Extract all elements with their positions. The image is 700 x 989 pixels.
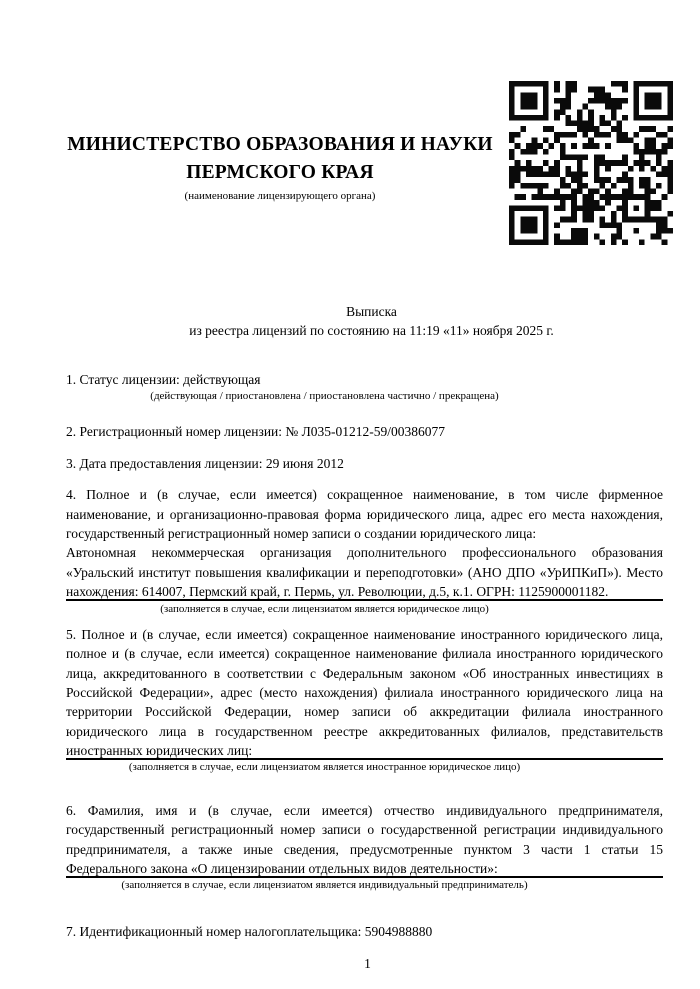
item-4-value: Автономная некоммерческая организация дополнительного профессионального образования «Уральский институт повышения квалификации и переподготовки» (АНО ДПО «УрИПКиП»). Место нахождения: 614007, Пермский край, г. Пермь, ул. Революции, д.5, к.1. ОГРН: 1125900001182. <box>66 545 663 599</box>
document-title <box>66 302 663 341</box>
item-6-individual-entrepreneur <box>66 801 663 878</box>
document-body <box>66 0 663 974</box>
ministry-name-caption: (наименование лицензирующего органа) <box>184 190 376 202</box>
item-4-caption: (заполняется в случае, если лицензиатом является юридическое лицо) <box>160 602 489 615</box>
item-3-grant-date: 3. Дата предоставления лицензии: 29 июня 2012 <box>66 456 344 472</box>
item-5-label: 5. Полное и (в случае, если имеется) сокращенное наименование иностранного юридического лица, полное и (в случае, если имеется) сокращенное наименование филиала иностранного юридического лица, аккредитованного в соответствии с Федеральным законом «Об иностранных инвестициях в Российской Федерации», адрес (место нахождения) филиала иностранного юридического лица на территории Российской Федерации, номер записи об аккредитации филиала иностранного юридического лица в государственном реестре аккредитованных филиалов, представительств иностранных юридических лиц: <box>66 627 663 758</box>
page-number: 1 <box>364 956 371 972</box>
item-6-caption: (заполняется в случае, если лицензиатом является индивидуальный предприниматель) <box>121 879 528 892</box>
item-5-caption: (заполняется в случае, если лицензиатом является иностранное юридическое лицо) <box>128 761 521 774</box>
item-4-label: 4. Полное и (в случае, если имеется) сокращенное наименование, в том числе фирменное наименование, и организационно-правовая форма юридического лица, адрес его места нахождения, государственный регистрационный номер записи о создании юридического лица: <box>66 487 663 542</box>
ministry-name-line2: ПЕРМСКОГО КРАЯ <box>186 162 374 183</box>
item-5-foreign-entity <box>66 625 663 760</box>
document-title-line2: из реестра лицензий по состоянию на 11:19 «11» ноября 2025 г. <box>189 323 554 339</box>
item-7-taxpayer-number: 7. Идентификационный номер налогоплательщика: 5904988880 <box>66 923 433 939</box>
item-2-registration-number: 2. Регистрационный номер лицензии: № Л035-01212-59/00386077 <box>66 423 446 439</box>
item-1-license-status: 1. Статус лицензии: действующая <box>66 371 261 387</box>
item-4-legal-entity <box>66 485 663 601</box>
item-6-label: 6. Фамилия, имя и (в случае, если имеется) отчество индивидуального предпринимателя, государственный регистрационный номер записи о государственной регистрации индивидуального предпринимателя, а также иные сведения, предусмотренные пунктом 3 части 1 статьи 15 Федерального закона «О лицензировании отдельных видов деятельности»: <box>66 802 663 876</box>
ministry-name-line1: МИНИСТЕРСТВО ОБРАЗОВАНИЯ И НАУКИ <box>67 134 493 155</box>
item-1-caption: (действующая / приостановлена / приостановлена частично / прекращена) <box>150 390 499 403</box>
document-title-line1: Выписка <box>346 304 397 319</box>
